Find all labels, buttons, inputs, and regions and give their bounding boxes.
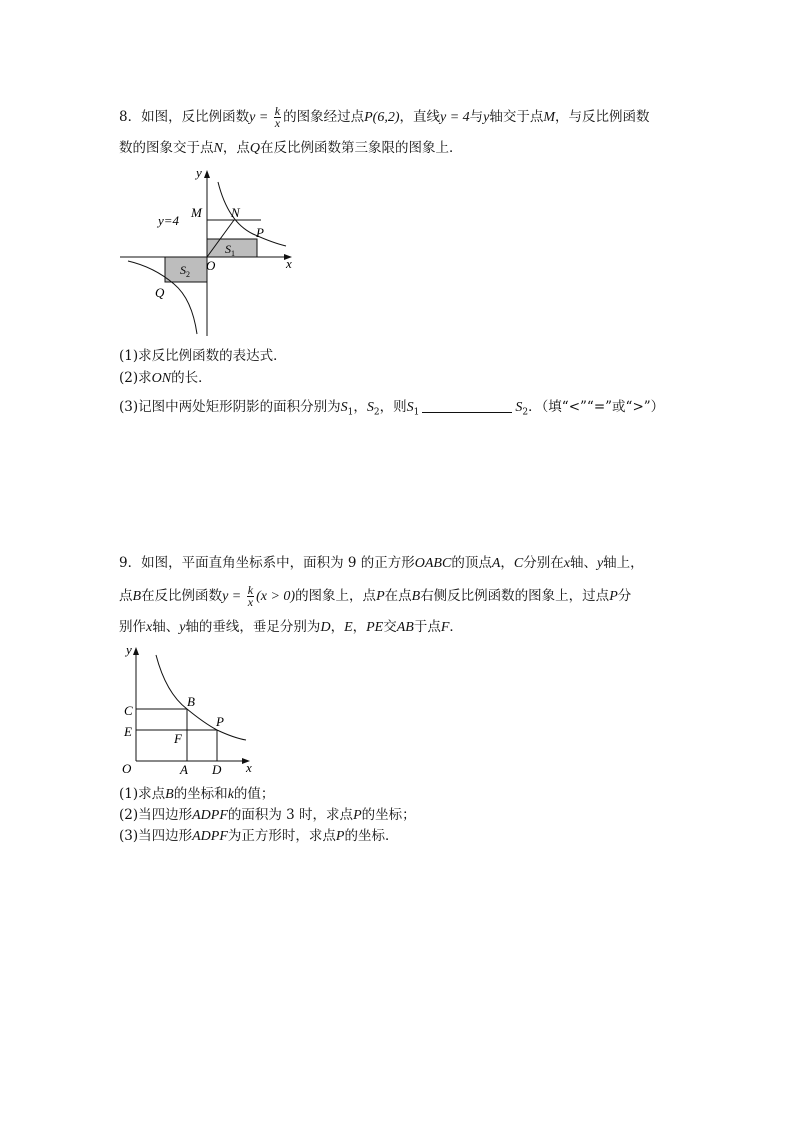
q8-label-x: x (286, 256, 292, 271)
q9-sub-1: (1)求点B的坐标和k的值； (119, 786, 275, 802)
q9-figure (118, 641, 263, 781)
q8-sub-3: (3)记图中两处矩形阴影的面积分别为$S_1$，$S_2$，则$S_1$ $S_2$．（填“<”“=”或“>”） (119, 399, 665, 418)
q9-line-3: 别作x轴、y轴的垂线，垂足分别为D，E，PE交AB于点F． (119, 619, 463, 635)
q8-label-m: M (191, 205, 202, 220)
q8-label-y: y (196, 165, 202, 180)
q9-label-y: y (126, 642, 132, 657)
q9-label-b: B (187, 694, 195, 709)
q9-number: 9． (119, 555, 142, 571)
q9-label-d: D (212, 762, 222, 777)
q8-fraction-k-over-x: $\frac{k}{x}$ (274, 104, 281, 130)
q8-label-p: P (256, 225, 264, 240)
q9-label-a: A (180, 762, 188, 777)
q9-sub-3: (3)当四边形ADPF为正方形时，求点P的坐标． (119, 828, 399, 844)
q8-answer-blank[interactable] (422, 400, 512, 413)
q8-y-arrow (204, 170, 210, 178)
q9-hyperbola (156, 655, 246, 740)
q8-number: 8． (119, 109, 142, 125)
q9-sub-2: (2)当四边形ADPF的面积为 3 时，求点P的坐标； (119, 807, 416, 823)
q8-figure (118, 164, 308, 340)
q9-line-1: 9．如图，平面直角坐标系中，面积为 9 的正方形OABC的顶点A，C分别在x轴、y轴上， (119, 555, 644, 571)
q8-sub-2: (2)求ON的长． (119, 370, 212, 386)
q9-y-arrow (133, 647, 139, 655)
q9-label-f: F (174, 731, 182, 746)
q9-label-p: P (216, 714, 224, 729)
q8-label-q: Q (155, 285, 165, 300)
q9-label-e: E (124, 724, 132, 739)
q9-fraction-k-over-x: $\frac{k}{x}$ (247, 583, 254, 609)
q9-label-c: C (124, 703, 133, 718)
q8-label-s2: $S_2$ (180, 263, 190, 279)
q8-label-s1: $S_1$ (225, 242, 235, 258)
q9-line-2: 点B在反比例函数y = $\frac{k}{x}$ (x > 0)的图象上，点P在点B右侧反比例函数的图象上，过点P分 (119, 583, 632, 609)
q8-sub-1: (1)求反比例函数的表达式． (119, 348, 287, 364)
q8-line-1: 8．如图，反比例函数y = $\frac{k}{x}$ 的图象经过点P(6,2)，直线y = 4与y轴交于点M，与反比例函数 (119, 104, 650, 130)
q8-label-y4: y=4 (158, 213, 180, 228)
q9-label-o: O (122, 761, 132, 776)
q8-line-2: 数的图象交于点N，点Q在反比例函数第三象限的图象上． (119, 140, 463, 156)
q8-label-n: N (231, 205, 240, 220)
q8-hyperbola-q1 (218, 182, 286, 246)
q8-label-o: O (206, 258, 216, 273)
q9-label-x: x (246, 760, 252, 775)
